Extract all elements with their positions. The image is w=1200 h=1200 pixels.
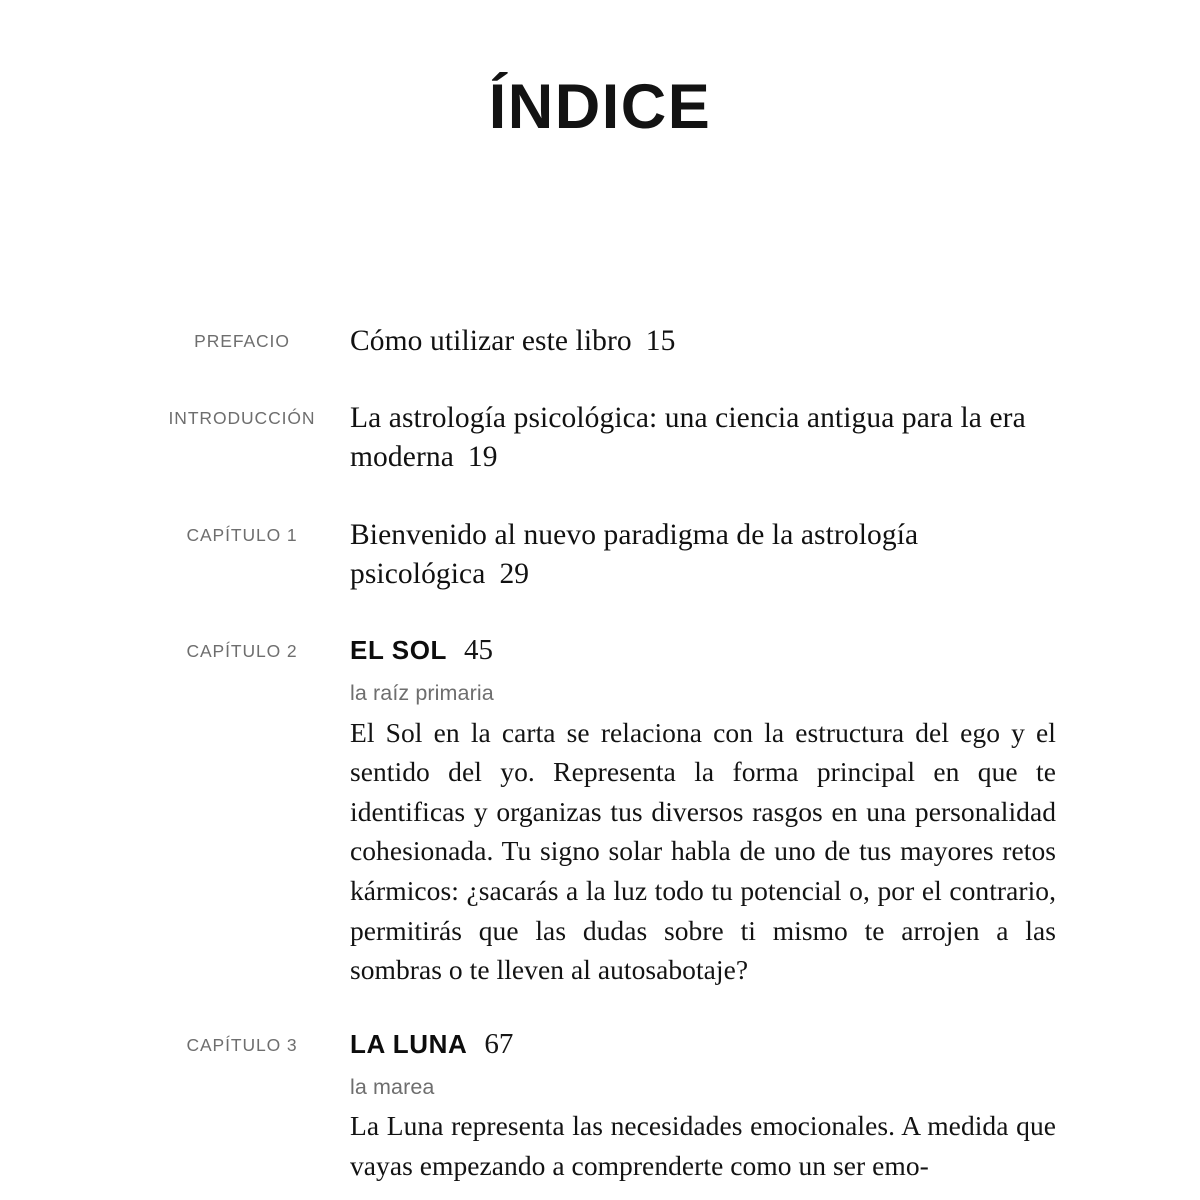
chapter-description: La Luna representa las necesidades emocionales. A medida que vayas empezando a comprenderte como un ser emo-: [350, 1110, 1056, 1181]
chapter-page-number: 67: [484, 1027, 514, 1060]
table-of-contents: [0, 322, 1200, 1200]
toc-entry-body: [350, 1026, 1056, 1186]
toc-entry-title: Bienvenido al nuevo paradigma de la astrología psicológica: [350, 518, 919, 590]
toc-entry-capitulo-2[interactable]: [0, 632, 1200, 990]
toc-entry-introduccion[interactable]: [0, 399, 1200, 477]
toc-entry-title: Cómo utilizar este libro: [350, 325, 632, 357]
chapter-heading-row: [350, 1026, 1050, 1061]
toc-entry-label: CAPÍTULO 1: [186, 524, 298, 545]
chapter-name: EL SOL: [350, 635, 448, 666]
toc-entry-prefacio[interactable]: [0, 322, 1200, 361]
toc-entry-body: [350, 322, 1050, 361]
toc-entry-label: INTRODUCCIÓN: [168, 408, 316, 429]
chapter-heading-row: [350, 632, 1050, 667]
toc-entry-label: CAPÍTULO 3: [186, 1034, 298, 1055]
toc-entry-capitulo-1[interactable]: [0, 516, 1200, 594]
toc-entry-body: [350, 632, 1056, 990]
toc-entry-body: [350, 516, 1050, 594]
toc-entry-page-number: 15: [645, 325, 676, 357]
toc-entry-label: PREFACIO: [194, 331, 290, 351]
toc-entry-title-row: [350, 322, 1050, 361]
page-title: ÍNDICE: [488, 72, 712, 143]
toc-entry-title-row: [350, 399, 1050, 477]
toc-entry-capitulo-3[interactable]: [0, 1026, 1200, 1186]
chapter-page-number: 45: [464, 634, 494, 667]
toc-entry-title: La astrología psicológica: una ciencia antigua para la era moderna: [350, 402, 1026, 474]
toc-entry-body: [350, 399, 1050, 477]
toc-entry-label: CAPÍTULO 2: [186, 641, 298, 662]
toc-entry-page-number: 19: [467, 441, 498, 474]
chapter-subtitle: la marea: [350, 1074, 435, 1099]
toc-entry-title-row: [350, 516, 1050, 594]
chapter-subtitle: la raíz primaria: [350, 681, 494, 706]
chapter-name: LA LUNA: [350, 1028, 468, 1059]
chapter-description: El Sol en la carta se relaciona con la estructura del ego y el sentido del yo. Representa la forma principal en que te identificas y organizas tus diversos rasgos en una personalidad cohesionada. Tu signo solar habla de uno de tus mayores retos kármicos: ¿sacarás a la luz todo tu potencial o, por el contrario, permitirás que las dudas sobre ti mismo te arrojen a las sombras o te lleven al autosabotaje?: [350, 716, 1056, 986]
toc-entry-page-number: 29: [499, 557, 530, 590]
